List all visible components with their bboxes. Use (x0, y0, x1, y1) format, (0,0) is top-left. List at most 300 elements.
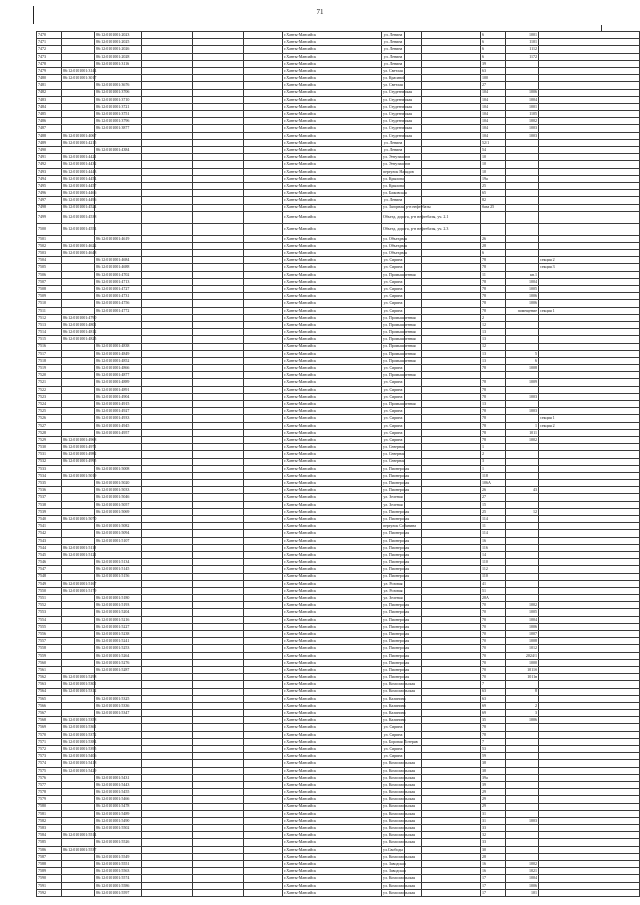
table-cell (539, 401, 640, 408)
table-cell (539, 551, 640, 558)
table-cell: ул. Сирина (382, 724, 405, 731)
table-row (37, 118, 640, 125)
table-cell: 86:12:0101001:5490 (95, 817, 142, 824)
table-cell (539, 357, 640, 364)
table-cell (62, 810, 95, 817)
table-cell (193, 53, 244, 60)
table-cell: 86:12:0101001:4731 (95, 293, 142, 300)
table-cell (62, 365, 95, 372)
table-cell (244, 429, 283, 436)
table-cell: 1003 (506, 132, 539, 139)
table-cell (506, 551, 539, 558)
table-cell: 69 (481, 702, 506, 709)
table-cell: 7531 (37, 451, 62, 458)
table-cell: Объезд. дорога, р-н нефтебазы, уч. 2.3 (382, 223, 405, 235)
table-cell: ул. Сирина (382, 257, 405, 264)
table-cell (244, 154, 283, 161)
table-cell: 86:12:0101001:5145 (95, 566, 142, 573)
table-cell (95, 738, 142, 745)
table-cell (506, 760, 539, 767)
table-cell: 7545 (37, 551, 62, 558)
table-cell: ул. Розовая (382, 580, 405, 587)
table-cell: 31 (481, 810, 506, 817)
table-cell (244, 659, 283, 666)
table-cell (506, 753, 539, 760)
table-cell (142, 789, 193, 796)
table-cell: 2 (481, 451, 506, 458)
table-cell (422, 343, 481, 350)
table-cell (193, 161, 244, 168)
table-cell (244, 393, 283, 400)
table-cell (193, 638, 244, 645)
table-cell: 86:12:0101001:5537 (63, 846, 97, 852)
table-cell (142, 350, 193, 357)
table-row (37, 623, 640, 630)
table-cell: 70 (481, 652, 506, 659)
table-cell: 7585 (37, 839, 62, 846)
table-cell (539, 559, 640, 566)
table-cell: 86:12:0101001:5134 (95, 559, 142, 566)
table-cell (142, 278, 193, 285)
table-cell: 86:12:0101001:5121 (63, 551, 97, 557)
table-cell (422, 789, 481, 796)
table-cell (142, 204, 193, 211)
table-row (37, 781, 640, 788)
table-cell (244, 436, 283, 443)
table-cell (422, 631, 481, 638)
table-cell (142, 401, 193, 408)
table-cell (422, 329, 481, 336)
table-cell: г.Ханты-Мансийск (283, 286, 382, 293)
table-cell (62, 343, 95, 350)
table-cell (142, 307, 193, 314)
table-cell: ул. Комсомольская (383, 853, 416, 859)
table-cell: г.Ханты-Мансийск (283, 264, 382, 271)
table-cell (193, 132, 244, 139)
table-cell: г.Ханты-Мансийск (283, 551, 382, 558)
table-cell: 54 (481, 147, 506, 154)
table-cell: ул. Пионерская (383, 602, 410, 608)
table-cell: 65 (481, 190, 506, 197)
table-cell (539, 803, 640, 810)
table-cell (142, 753, 193, 760)
table-cell (422, 523, 481, 530)
table-cell (539, 458, 640, 465)
table-cell: ул. Ленина (382, 39, 405, 46)
table-cell: ул. Пионерская (383, 666, 410, 672)
table-cell (193, 595, 244, 602)
table-row (37, 889, 640, 896)
table-cell (422, 832, 481, 839)
table-cell (422, 559, 481, 566)
table-row (37, 652, 640, 659)
table-cell: 86:12:0101001:4838 (95, 343, 142, 350)
table-cell (193, 429, 244, 436)
table-cell (539, 508, 640, 515)
table-cell: ул. Заводская (383, 868, 406, 874)
table-cell: 1006 (506, 623, 539, 630)
table-row (37, 882, 640, 889)
table-cell (422, 357, 481, 364)
table-cell (244, 175, 283, 182)
table-cell (506, 530, 539, 537)
table-cell (193, 111, 244, 118)
table-cell (193, 257, 244, 264)
table-cell: 13 (481, 401, 506, 408)
table-cell: 86:12:0101001:5597 (95, 889, 142, 896)
table-cell: кв.1 (506, 271, 539, 278)
table-cell (422, 139, 481, 146)
table-cell: 86:12:0101001:4801 (63, 321, 97, 327)
table-cell: г.Ханты-Мансийск (283, 803, 382, 810)
table-cell: 7572 (37, 746, 62, 753)
table-cell (244, 861, 283, 868)
table-row (37, 329, 640, 336)
table-cell: ул. Пионерская (383, 638, 410, 644)
table-cell (193, 774, 244, 781)
table-cell: 7473 (37, 53, 62, 60)
table-cell (539, 300, 640, 307)
table-cell: ул. Энтузиастов (383, 161, 411, 167)
table-cell: 86:12:0101001:5276 (95, 659, 142, 666)
table-cell (142, 609, 193, 616)
table-cell (506, 544, 539, 551)
table-cell (405, 75, 422, 82)
table-cell (62, 307, 95, 314)
table-cell (193, 530, 244, 537)
table-cell: ул. Пионерская (383, 530, 410, 536)
table-cell (244, 103, 283, 110)
table-cell (193, 190, 244, 197)
table-cell (422, 175, 481, 182)
table-cell (244, 631, 283, 638)
table-cell: 86:12:0101001:5395 (63, 745, 97, 751)
table-cell (481, 211, 506, 223)
table-cell (62, 111, 95, 118)
table-cell: 1005 (506, 609, 539, 616)
table-cell (481, 223, 506, 235)
table-cell: 13 (481, 329, 506, 336)
table-cell: ул. Пионерская (383, 465, 410, 471)
table-cell: ул. Пионерская (383, 630, 410, 636)
table-cell: 86:12:0101001:5082 (95, 523, 142, 530)
table-cell (244, 882, 283, 889)
table-cell: 78 (481, 429, 506, 436)
table-cell: ул. Ленина (382, 53, 405, 60)
table-cell (506, 401, 539, 408)
table-cell (422, 494, 481, 501)
table-cell: г.Ханты-Мансийск (283, 623, 382, 630)
table-cell: 7506 (37, 271, 62, 278)
table-cell: 7470 (37, 32, 62, 39)
table-cell: 63 (481, 695, 506, 702)
table-cell (506, 415, 539, 422)
table-row (37, 75, 640, 82)
table-cell: 1006 (506, 89, 539, 96)
table-cell: 86:12:0101001:4756 (95, 300, 142, 307)
table-cell (193, 789, 244, 796)
table-cell: 7490 (37, 147, 62, 154)
table-cell: ул. Зеленая (383, 595, 403, 601)
table-cell (244, 580, 283, 587)
table-cell (142, 472, 193, 479)
table-cell (506, 235, 539, 242)
table-row (37, 487, 640, 494)
table-cell (193, 125, 244, 132)
table-row (37, 242, 640, 249)
table-cell: 7485 (37, 111, 62, 118)
table-cell: 86:12:0101001:5070 (63, 515, 97, 521)
table-cell (244, 82, 283, 89)
table-cell (244, 781, 283, 788)
table-cell: 1004 (506, 616, 539, 623)
table-row (37, 451, 640, 458)
table-cell: 7554 (37, 616, 62, 623)
table-cell: 86:12:0101001:3710 (95, 96, 142, 103)
table-cell: 1 (506, 422, 539, 429)
table-cell (95, 472, 142, 479)
table-cell: 70 (481, 666, 506, 673)
table-cell: ул. Промышленная (383, 372, 416, 378)
table-cell: г.Ханты-Мансийск (283, 846, 382, 853)
table-cell (539, 82, 640, 89)
table-cell (244, 300, 283, 307)
table-cell (539, 774, 640, 781)
table-cell (244, 211, 283, 223)
table-cell (506, 695, 539, 702)
table-cell: 86:12:0101001:5489 (95, 810, 142, 817)
table-cell (95, 67, 142, 74)
table-cell (422, 781, 481, 788)
table-cell (539, 465, 640, 472)
table-cell: 101 (506, 889, 539, 896)
table-cell (539, 566, 640, 573)
table-cell (142, 465, 193, 472)
table-row (37, 803, 640, 810)
table-cell (95, 154, 142, 161)
table-cell (405, 53, 422, 60)
table-cell: г.Ханты-Мансийск (283, 350, 382, 357)
table-cell (193, 293, 244, 300)
table-cell (506, 242, 539, 249)
table-cell (422, 182, 481, 189)
table-cell: 7510 (37, 300, 62, 307)
table-cell (244, 717, 283, 724)
table-cell (405, 39, 422, 46)
table-cell: 1105 (506, 111, 539, 118)
table-cell (422, 746, 481, 753)
table-cell (422, 161, 481, 168)
table-cell (244, 451, 283, 458)
table-cell (142, 139, 193, 146)
table-cell (95, 321, 142, 328)
table-cell (193, 882, 244, 889)
table-cell (62, 350, 95, 357)
table-cell (62, 125, 95, 132)
table-cell: 86:12:0101001:4927 (95, 408, 142, 415)
table-cell (62, 623, 95, 630)
table-cell (422, 817, 481, 824)
table-row (37, 321, 640, 328)
table-cell (244, 161, 283, 168)
table-cell: 1000 (506, 659, 539, 666)
table-cell: ул. Объездная (383, 250, 407, 256)
table-cell: ул. Пионерская (383, 487, 410, 493)
table-cell (193, 559, 244, 566)
table-cell (422, 336, 481, 343)
table-cell (539, 125, 640, 132)
table-cell (142, 175, 193, 182)
table-cell: г.Ханты-Мансийск (283, 702, 382, 709)
table-cell: г.Ханты-Мансийск (283, 408, 382, 415)
table-cell: 114 (481, 530, 506, 537)
table-cell (539, 839, 640, 846)
table-cell (405, 264, 422, 271)
table-cell (405, 731, 422, 738)
table-cell (142, 817, 193, 824)
table-cell: ул. Сирина (382, 307, 405, 314)
table-cell (405, 46, 422, 53)
table-cell: г.Ханты-Мансийск (283, 530, 382, 537)
table-cell: ул.Свободы (383, 846, 403, 852)
table-cell (193, 197, 244, 204)
table-cell (142, 595, 193, 602)
table-cell (244, 681, 283, 688)
table-cell: 86:12:0101001:4945 (95, 422, 142, 429)
table-cell: г.Ханты-Мансийск (283, 111, 382, 118)
table-cell (422, 379, 481, 386)
table-cell (244, 444, 283, 451)
table-cell (422, 46, 481, 53)
table-cell (506, 501, 539, 508)
table-cell: ул. Промышленная (383, 357, 416, 363)
table-row (37, 168, 640, 175)
table-cell: г.Ханты-Мансийск (283, 868, 382, 875)
table-cell (142, 147, 193, 154)
table-cell (142, 118, 193, 125)
table-cell: ул. Комсомольская (383, 688, 416, 694)
table-cell (506, 372, 539, 379)
table-row (37, 350, 640, 357)
table-cell (422, 190, 481, 197)
table-cell: 7526 (37, 415, 62, 422)
table-cell (244, 587, 283, 594)
table-cell: г.Ханты-Мансийск (283, 501, 382, 508)
table-cell (244, 168, 283, 175)
table-cell (539, 211, 640, 223)
table-cell: ул. Пионерская (383, 515, 410, 521)
table-cell (422, 825, 481, 832)
table-cell (142, 738, 193, 745)
table-cell: 86:12:0101001:2025 (95, 39, 142, 46)
table-cell (405, 501, 422, 508)
table-cell (142, 796, 193, 803)
table-cell (422, 659, 481, 666)
table-cell: г.Ханты-Мансийск (283, 190, 382, 197)
table-cell: 7540 (37, 516, 62, 523)
table-row (37, 559, 640, 566)
table-cell (422, 609, 481, 616)
table-cell (244, 508, 283, 515)
table-cell: 86:12:0101001:5406 (63, 753, 97, 759)
table-cell (193, 710, 244, 717)
table-cell (422, 271, 481, 278)
table-cell: секция 2 (539, 422, 640, 429)
table-cell: ул. Комсомольская (383, 810, 416, 816)
table-cell: секция 3 (539, 264, 640, 271)
table-cell (62, 494, 95, 501)
table-cell (422, 861, 481, 868)
table-cell (62, 480, 95, 487)
cadastral-register-table (36, 31, 640, 897)
table-cell (142, 168, 193, 175)
table-cell (193, 853, 244, 860)
table-cell (539, 817, 640, 824)
table-cell (506, 82, 539, 89)
table-cell (405, 307, 422, 314)
table-cell: ул. Промышленная (383, 329, 416, 335)
table-cell (422, 652, 481, 659)
table-cell (95, 753, 142, 760)
table-cell: 7488 (37, 132, 62, 139)
table-cell (405, 861, 422, 868)
table-cell (422, 846, 481, 853)
table-cell: секция 1 (539, 307, 640, 314)
table-cell: г.Ханты-Мансийск (283, 580, 382, 587)
table-cell (142, 846, 193, 853)
table-cell (506, 580, 539, 587)
table-cell (193, 472, 244, 479)
table-cell (539, 674, 640, 681)
table-cell (539, 271, 640, 278)
table-cell: 17 (481, 882, 506, 889)
table-cell: г.Ханты-Мансийск (283, 393, 382, 400)
table-cell: 86:12:0101001:5549 (95, 853, 142, 860)
table-cell (422, 264, 481, 271)
table-cell: г.Ханты-Мансийск (283, 638, 382, 645)
table-cell (62, 393, 95, 400)
table-cell: 1004 (506, 875, 539, 882)
table-cell (539, 393, 640, 400)
table-cell: 26 (481, 487, 506, 494)
table-cell: 104 (481, 111, 506, 118)
table-cell: г.Ханты-Мансийск (283, 365, 382, 372)
table-cell (422, 60, 481, 67)
table-cell: 7535 (37, 480, 62, 487)
table-row (37, 645, 640, 652)
table-cell (539, 250, 640, 257)
table-row (37, 853, 640, 860)
table-cell (244, 415, 283, 422)
table-row (37, 674, 640, 681)
table-cell (62, 271, 95, 278)
table-row (37, 681, 640, 688)
table-cell (193, 32, 244, 39)
table-cell: г.Ханты-Мансийск (283, 204, 382, 211)
table-cell (142, 458, 193, 465)
table-cell: 3 (481, 458, 506, 465)
table-cell (142, 96, 193, 103)
table-cell: 86:12:0101001:5216 (95, 616, 142, 623)
table-cell: г.Ханты-Мансийск (283, 666, 382, 673)
table-cell (142, 616, 193, 623)
table-cell (539, 223, 640, 235)
table-cell (244, 365, 283, 372)
table-cell (193, 139, 244, 146)
table-cell (62, 875, 95, 882)
table-cell: 86:12:0101001:5008 (95, 465, 142, 472)
table-row (37, 875, 640, 882)
